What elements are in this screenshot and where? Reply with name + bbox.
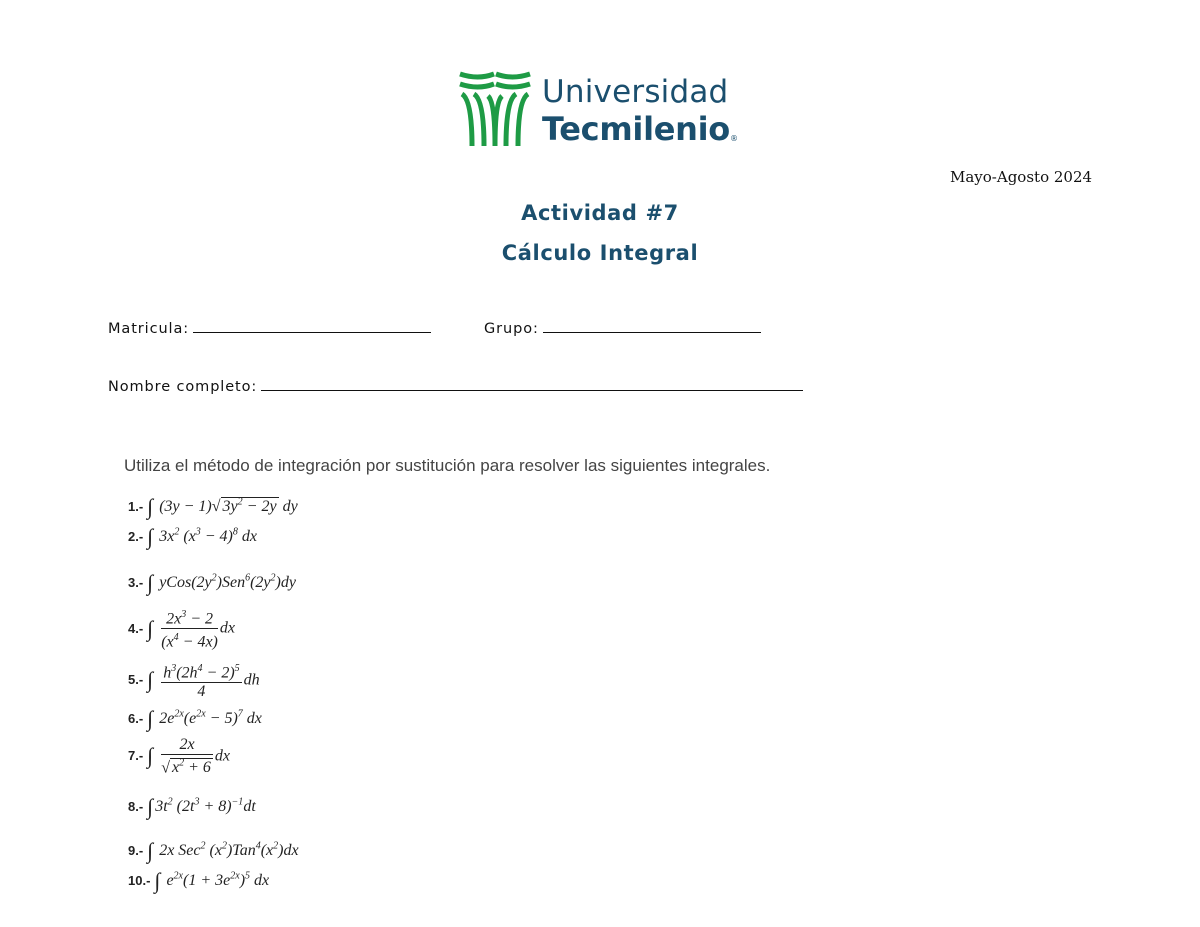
problem-list	[128, 492, 528, 902]
grupo-blank[interactable]	[543, 320, 761, 333]
nombre-blank[interactable]	[261, 378, 803, 391]
problem-3: 3.- ∫ $yCos(2y^2)Sen^6(2y^2)dy$	[128, 570, 296, 595]
matricula-field	[108, 320, 431, 337]
problem-8: 8.- ∫ $3t^2$ $(2t^3 + 8)^{-1}dt$	[128, 794, 256, 819]
university-logo	[458, 68, 748, 150]
nombre-label: Nombre completo:	[108, 379, 258, 395]
problem-10: 10.- ∫ $e^{2x}(1 + 3e^{2x})^5$ dx	[128, 868, 270, 893]
problem-6: 6.- ∫ $2e^{2x}(e^{2x} - 5)^7$ dx	[128, 706, 262, 731]
term-period: Mayo-Agosto 2024	[950, 168, 1093, 186]
logo-line-tecmilenio: Tecmilenio	[542, 110, 730, 148]
problem-4: 4.- ∫ $\frac{2x^3 - 2}{(x^4 - 4x)}$ dx	[128, 606, 235, 652]
nombre-field	[108, 378, 803, 395]
grupo-field	[484, 320, 761, 337]
problem-5: 5.- ∫ $\frac{h^3(2h^4 - 2)^5}{4}$ dh	[128, 660, 260, 701]
grupo-label: Grupo:	[484, 321, 539, 337]
instructions-text: Utiliza el método de integración por sustitución para resolver las siguientes integrales.	[124, 456, 771, 475]
course-title: Cálculo Integral	[501, 241, 699, 265]
matricula-blank[interactable]	[193, 320, 431, 333]
matricula-label: Matricula:	[108, 321, 190, 337]
problem-7: 7.- ∫ $\frac{2x}{√ x^2 + 6}$ dx	[128, 736, 230, 777]
problem-9: 9.- ∫ 2x Sec$^2$ $(x^2)Tan^4(x^2)dx$	[128, 838, 299, 863]
logo-line-universidad: Universidad	[542, 74, 729, 110]
problem-2: 2.- ∫ $3x^2$ $(x^3 - 4)^8$ dx	[128, 524, 257, 549]
tecmilenio-logo-mark-icon	[458, 70, 532, 146]
registered-mark: ®	[730, 134, 738, 143]
problem-1: 1.- ∫ (3y − 1)√ $3y^2 - 2y$ dy	[128, 494, 298, 519]
activity-title: Actividad #7	[521, 201, 679, 225]
